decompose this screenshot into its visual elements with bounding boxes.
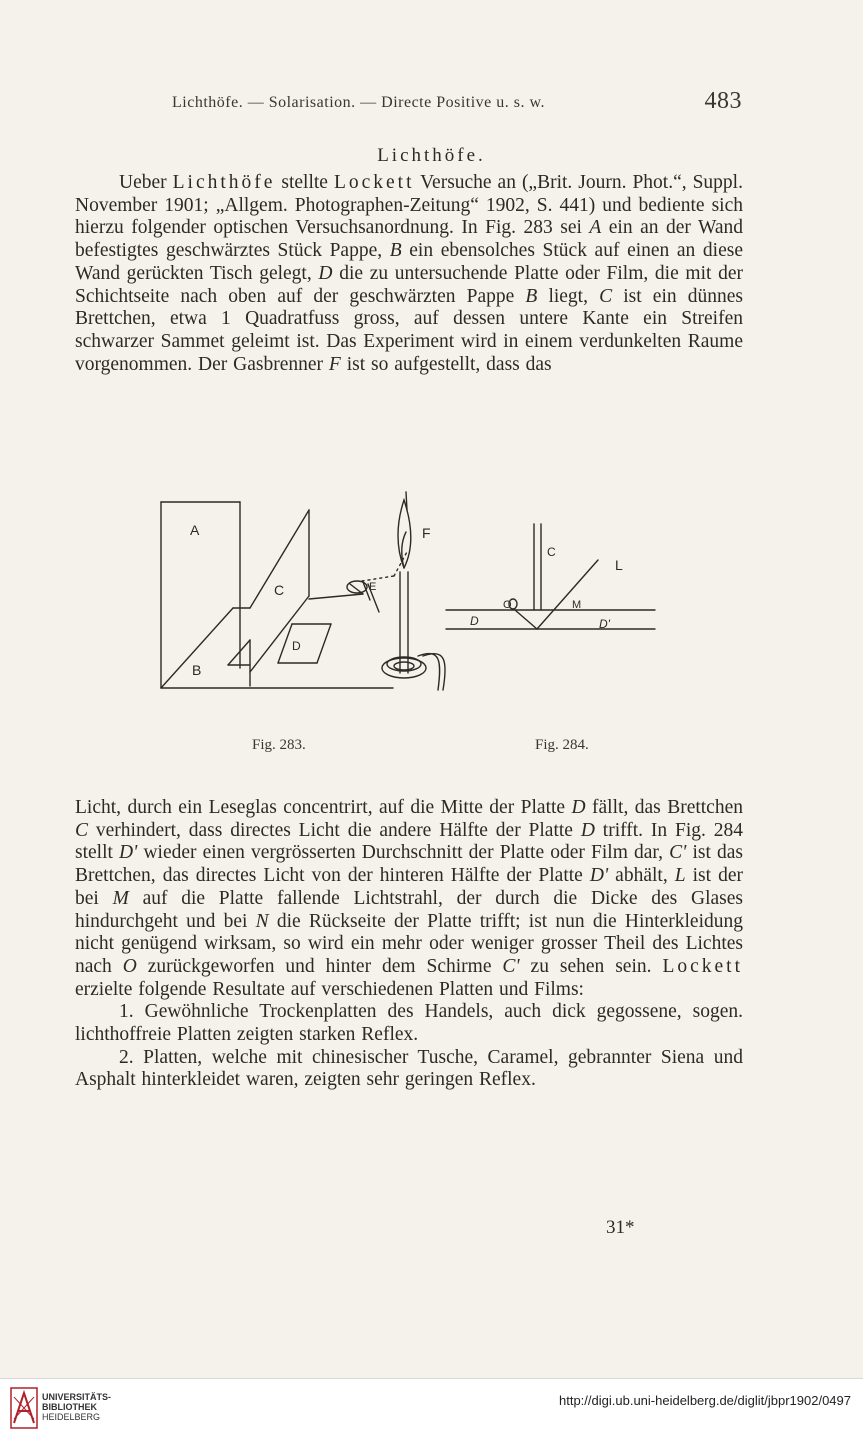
fig283-label-f: F [422,525,431,541]
library-logo-icon[interactable] [10,1387,38,1434]
library-footer [0,1378,863,1440]
fig284-label-d: D [470,614,479,628]
digitization-url-link[interactable]: http://digi.ub.uni-heidelberg.de/diglit/jbpr1902/0497 [559,1393,851,1408]
running-head-title: Lichthöfe. — Solarisation. — Directe Positive u. s. w. [172,94,546,111]
fig283-label-b: B [192,662,202,678]
caption-fig-283: Fig. 283. [252,737,306,753]
section-title: Lichthöfe. [377,145,486,166]
figure-illustrations [150,480,670,705]
fig283-drawing [161,492,445,690]
figure-drawings [150,480,670,705]
fig283-label-c: C [274,582,285,598]
paragraph-1: Ueber Lichthöfe stellte Lockett Versuche an („Brit. Journ. Phot.“, Suppl. November 1901; „Allgem. Photographen-Zeitung“ 1902, S. 441) und bediente sich hierzu folgender optischen Versuchsanordnung. In Fig. 283 sei A ein an der Wand befestigtes geschwärztes Stück Pappe, B ein ebensolches Stück auf einen an diese Wand gerückten Tisch gelegt, D die zu untersuchende Platte oder Film, die mit der Schichtseite nach oben auf der geschwärzten Pappe B liegt, C ist ein dünnes Brettchen, etwa 1 Quadratfuss gross, auf dessen untere Kante ein Streifen schwarzer Sammet geleimt ist. Das Experiment wird in einem verdunkelten Raume vorgenommen. Der Gasbrenner F ist so aufgestellt, dass das [75,172,744,375]
fig283-label-e: E [369,581,377,593]
fig283-label-d: D [292,639,301,653]
fig283-label-a: A [190,522,200,538]
list-item-1: 1. Gewöhnliche Trockenplatten des Handels, auch dick gegossene, sogen. lichthoffreie Platten zeigten starken Reflex. [75,1001,743,1046]
fig284-label-m: M [572,599,582,611]
fig284-label-d1: D' [599,617,610,631]
signature-mark: 31* [606,1217,635,1238]
list-item-2: 2. Platten, welche mit chinesischer Tusche, Caramel, gebrannter Siena und Asphalt hinterkleidet waren, zeigten sehr geringen Reflex. [75,1046,743,1091]
paragraph-2: Licht, durch ein Leseglas concentrirt, auf die Mitte der Platte D fällt, das Brettchen C verhindert, dass directes Licht die andere Hälfte der Platte D trifft. In Fig. 284 stellt D' wieder einen vergrösserten Durchschnitt der Platte oder Film dar, C' ist das Brettchen, das directes Licht von der hinteren Hälfte der Platte D' abhält, L ist der bei M auf die Platte fallende Lichtstrahl, der durch die Dicke des Glases hindurchgeht und bei N die Rückseite der Platte trifft; ist nun die Hinterkleidung nicht genügend wirksam, so wird ein mehr oder weniger grosser Theil des Lichtes nach O zurückgeworfen und hinter dem Schirme C' zu sehen sein. Lockett erzielte folgende Resultate auf verschiedenen Platten und Films: 1. Gewöhnliche Trockenplatten des Handels, auch dick gegossene, sogen. lichthoffreie Platten zeigten starken Reflex. 2. Platten, welche mit chinesischer Tusche, Caramel, gebrannter Siena und Asphalt hinterkleidet waren, zeigten sehr geringen Reflex. [75,797,744,1091]
fig284-label-l: L [615,557,623,573]
fig284-label-c: C [547,545,556,559]
caption-fig-284: Fig. 284. [535,737,589,753]
running-head [172,88,742,114]
library-logo-text[interactable]: UNIVERSITÄTS- BIBLIOTHEK HEIDELBERG [42,1392,112,1422]
fig284-label-o: O [503,599,512,611]
page-number: 483 [704,88,742,114]
